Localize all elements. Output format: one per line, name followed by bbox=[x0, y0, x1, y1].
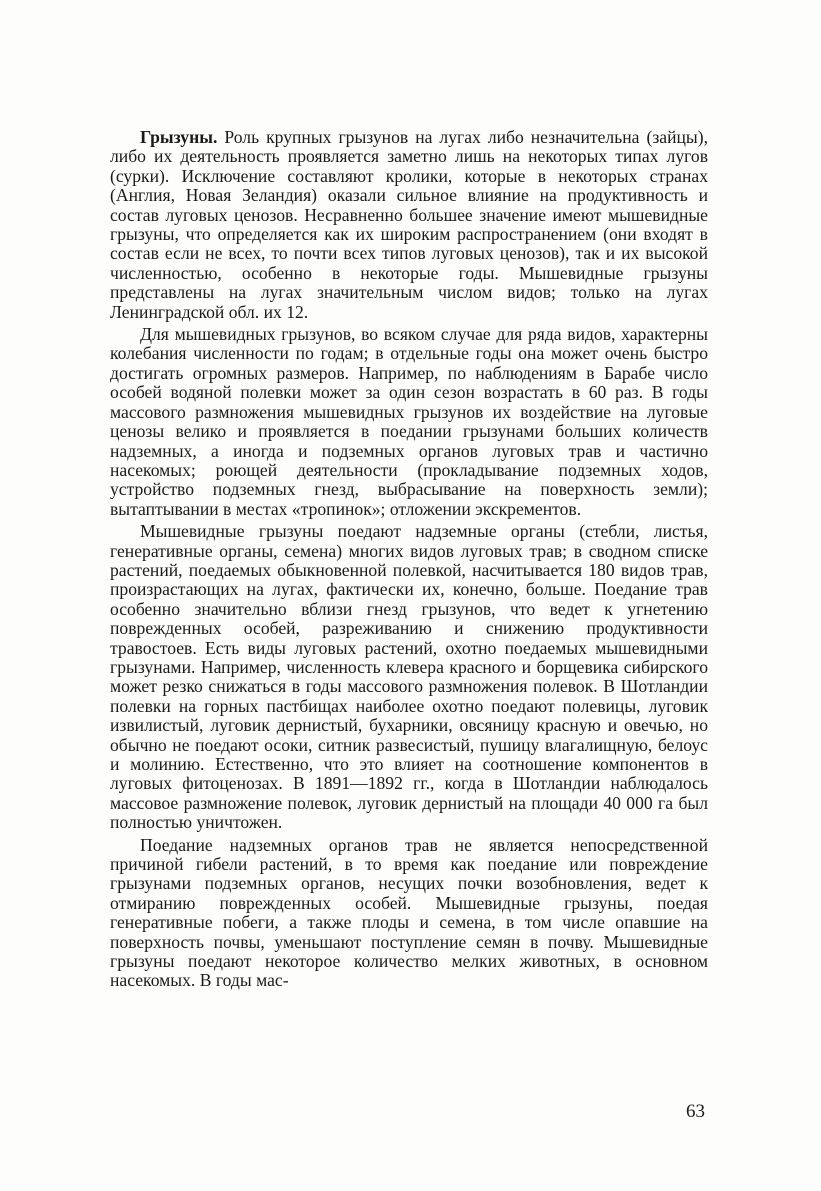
page-number: 63 bbox=[686, 1101, 705, 1122]
paragraph-feeding bbox=[110, 522, 708, 833]
paragraph-text: Мышевидные грызуны поедают надземные органы (стебли, листья, генеративные органы, семена) многих видов луговых трав; в сводном списке растений, поедаемых обыкновенной полевкой, насчитывается 180 видов трав, произрастающих на лугах, фактически их, конечно, больше. Поедание трав особенно значительно вблизи гнезд грызунов, что ведет к угнетению поврежденных особей, разреживанию и снижению продуктивности травостоев. Есть виды луговых растений, охотно поедаемых мышевидными грызунами. Например, численность клевера красного и борщевика сибирского может резко снижаться в годы массового размножения полевок. В Шотландии полевки на горных пастбищах наиболее охотно поедают полевицы, луговик извилистый, луговик дернистый, бухарники, овсяницу красную и овечью, но обычно не поедают осоки, ситник развесистый, пушицу влагалищную, белоус и молинию. Естественно, что это влияет на соотношение компонентов в луговых фитоценозах. В 1891—1892 гг., когда в Шотландии наблюдалось массовое размножение полевок, луговик дернистый на площади 40 000 га был полностью уничтожен. bbox=[110, 521, 708, 833]
paragraph-text: Поедание надземных органов трав не является непосредственной причиной гибели растений, в то время как поедание или повреждение грызунами подземных органов, несущих почки возобновления, ведет к отмиранию поврежденных особей. Мышевидные грызуны, поедая генеративные побеги, а также плоды и семена, в том числе опавшие на поверхность почвы, уменьшают поступление семян в почву. Мышевидные грызуны поедают некоторое количество мелких животных, в основном насекомых. В годы мас- bbox=[110, 834, 708, 991]
paragraph-population-fluctuations bbox=[110, 325, 708, 519]
paragraph-text: Для мышевидных грызунов, во всяком случае для ряда видов, характерны колебания численности по годам; в отдельные годы она может очень быстро достигать огромных размеров. Например, по наблюдениям в Барабе число особей водяной полевки может за один сезон возрастать в 60 раз. В годы массового размножения мышевидных грызунов их воздействие на луговые ценозы велико и проявляется в поедании грызунами больших количеств надземных, а иногда и подземных органов луговых трав и частично насекомых; роющей деятельности (прокладывание подземных ходов, устройство подземных гнезд, выбрасывание на поверхность земли); вытаптывании в местах «тропинок»; отложении экскрементов. bbox=[110, 324, 708, 519]
section-lead-term: Грызуны. bbox=[140, 127, 218, 147]
body-text bbox=[110, 128, 708, 991]
paragraph-underground-organs bbox=[110, 836, 708, 991]
paragraph-text: Роль крупных грызунов на лугах либо незначительна (зайцы), либо их деятельность проявляется заметно лишь на некоторых типах лугов (сурки). Исключение составляют кролики, которые в некоторых странах (Англия, Новая Зеландия) оказали сильное влияние на продуктивность и состав луговых ценозов. Несравненно большее значение имеют мышевидные грызуны, что определяется как их широким распространением (они входят в состав если не всех, то почти всех типов луговых ценозов), так и их высокой численностью, особенно в некоторые годы. Мышевидные грызуны представлены на лугах значительным числом видов; только на лугах Ленинградской обл. их 12. bbox=[110, 127, 708, 322]
paragraph-rodents bbox=[110, 128, 708, 322]
